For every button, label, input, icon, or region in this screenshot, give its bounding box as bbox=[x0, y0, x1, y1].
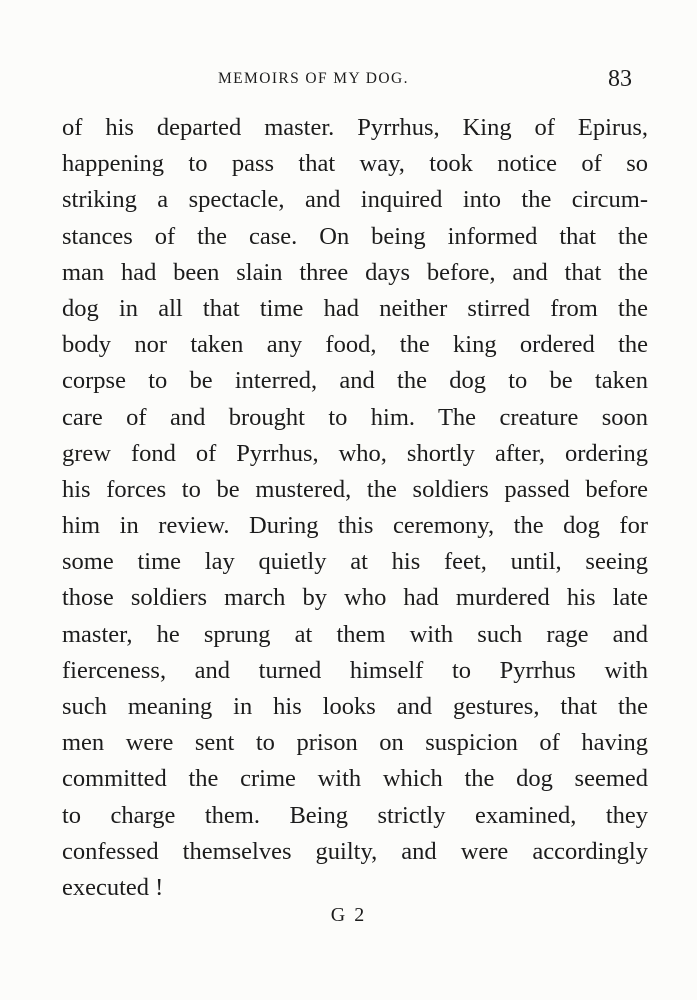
running-head bbox=[0, 66, 697, 96]
page-number: 83 bbox=[608, 66, 632, 92]
text-line: of his departed master. Pyrrhus, King of Epirus, bbox=[62, 114, 648, 141]
text-line-last: executed ! bbox=[62, 873, 164, 901]
text-line: body nor taken any food, the king ordered the bbox=[62, 331, 648, 359]
text-line: corpse to be interred, and the dog to be taken bbox=[62, 367, 648, 395]
signature-mark: G 2 bbox=[330, 904, 367, 926]
running-title: MEMOIRS OF MY DOG. bbox=[218, 70, 409, 87]
text-line: committed the crime with which the dog seemed bbox=[62, 765, 648, 793]
text-line: grew fond of Pyrrhus, who, shortly after, ordering bbox=[62, 439, 648, 467]
text-line: dog in all that time had neither stirred from the bbox=[62, 294, 648, 322]
text-line: fierceness, and turned himself to Pyrrhus with bbox=[62, 656, 648, 684]
text-line: happening to pass that way, took notice of so bbox=[62, 150, 648, 178]
body-paragraph bbox=[62, 110, 648, 906]
text-line: men were sent to prison on suspicion of having bbox=[62, 729, 648, 757]
text-line: confessed themselves guilty, and were accordingly bbox=[62, 837, 648, 865]
text-line: care of and brought to him. The creature soon bbox=[62, 403, 648, 431]
text-line: to charge them. Being strictly examined, they bbox=[62, 801, 648, 829]
text-line: his forces to be mustered, the soldiers passed before bbox=[62, 475, 648, 503]
text-line: stances of the case. On being informed that the bbox=[62, 222, 648, 250]
text-line: striking a spectacle, and inquired into the circum- bbox=[62, 186, 648, 214]
text-line: man had been slain three days before, and that the bbox=[62, 258, 648, 286]
text-line: him in review. During this ceremony, the dog for bbox=[62, 512, 648, 540]
text-line: those soldiers march by who had murdered his late bbox=[62, 584, 648, 612]
text-line: master, he sprung at them with such rage and bbox=[62, 620, 648, 648]
text-line: such meaning in his looks and gestures, that the bbox=[62, 693, 648, 720]
text-line: some time lay quietly at his feet, until, seeing bbox=[62, 548, 648, 576]
